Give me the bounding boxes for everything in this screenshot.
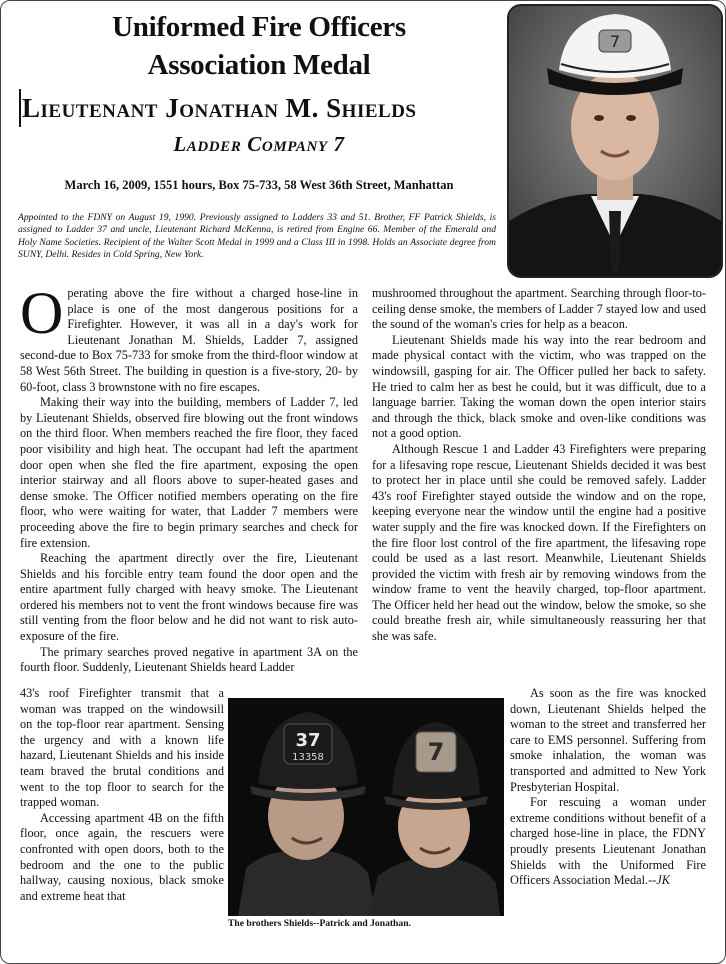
company-name: Ladder Company 7: [173, 132, 345, 156]
helmet-number-right: 7: [427, 738, 445, 766]
article-paragraph: Lieutenant Shields made his way into the rear bedroom and made physical contact with the victim, who was trapped on the windowsill, gasping for air. The Officer pulled her back to safety. He tried to calm her as best he could, but it was difficult, due to a language barrier. Taking the woman down the open interior stairs and through the thick, black smoke and oven-like conditions was not a good option.: [372, 332, 706, 441]
article-paragraph: For rescuing a woman under extreme conditions without benefit of a charged hose-line in place, the FDNY proudly presents Lieutenant Jonathan Shields with the Uniformed Fire Officers Association Medal.--JK: [510, 795, 706, 888]
article-paragraph: mushroomed throughout the apartment. Searching through floor-to-ceiling dense smoke, the members of Ladder 7 stayed low and used the sound of the woman's cries for help as a beacon.: [372, 286, 706, 332]
article-column-1: [20, 280, 358, 676]
article-paragraph: 43's roof Firefighter transmit that a woman was trapped on the windowsill on the top-floor rear apartment. Sensing the urgency and with a known life hazard, Lieutenant Shields and his inside team braved the brutal conditions and went to the top floor to search for the trapped woman.: [20, 686, 224, 810]
article-paragraph: Accessing apartment 4B on the fifth floor, once again, the rescuers were confronted with open doors, both to the bedroom and the one to the public hallway, causing noxious, black smoke and extreme heat that: [20, 810, 224, 903]
portrait-badge-number: 7: [609, 32, 621, 51]
photo-caption: The brothers Shields--Patrick and Jonathan.: [228, 918, 411, 929]
portrait-photo: [507, 4, 723, 278]
drop-cap: O: [20, 280, 64, 346]
incident-dateline: March 16, 2009, 1551 hours, Box 75-733, 58 West 36th Street, Manhattan: [64, 178, 454, 192]
article-column-2: [372, 286, 706, 645]
page-title-line2: Association Medal: [147, 49, 371, 81]
recipient-name: Lieutenant Jonathan M. Shields: [22, 93, 417, 123]
article-paragraph: As soon as the fire was knocked down, Lieutenant Shields helped the woman to the street and transferred her care to EMS personnel. Suffering from smoke inhalation, the woman was transported and admitted to New York Presbyterian Hospital.: [510, 686, 706, 794]
article-paragraph: The primary searches proved negative in apartment 3A on the fourth floor. Suddenly, Lieutenant Shields heard Ladder: [20, 644, 358, 675]
page-title-line1: Uniformed Fire Officers: [112, 11, 406, 43]
author-initials: JK: [656, 873, 670, 888]
article-column-1-lower: [20, 686, 224, 904]
article-paragraph: Operating above the fire without a charged hose-line in place is one of the most dangerous positions for a Firefighter. However, it was all in a day's work for Lieutenant Jonathan M. Shields, Ladder 7, assigned second-due to Box 75-733 for smoke from the third-floor window at 58 West 56th Street. The building in question is a five-story, 20- by 60-foot, class 3 brownstone with no fire escapes.: [20, 280, 358, 394]
helmet-id-left: 13358: [292, 752, 324, 763]
helmet-number-left: 37: [295, 730, 321, 751]
article-paragraph: Making their way into the building, members of Ladder 7, led by Lieutenant Shields, observed fire blowing out the front windows on the third floor. When members reached the fire floor, they faced poor visibility and high heat. The occupant had left the apartment door open when she fled the fire apartment, exposing the open interior stairway and all floors above to super-heated gases and dense smoke. The Officer notified members operating on the fire floor, who were waiting for water, that Ladder 7 members were proceeding above the fire to begin primary searches and check for fire extension.: [20, 395, 358, 550]
article-column-2-lower: [510, 686, 706, 889]
name-rule: [19, 89, 21, 127]
article-paragraph: Although Rescue 1 and Ladder 43 Firefighters were preparing for a lifesaving rope rescue, Lieutenant Shields decided it was best to protect her in place until she could be removed safely. Ladder 43's roof Firefighter stayed outside the window and on the rope, keeping everyone near the window until the engine had a positive water supply and the fire was knocked down. If the Firefighters on the fire floor lost control of the fire apartment, the lifesaving rope could be used as a last resort. Meanwhile, Lieutenant Shields provided the victim with fresh air by removing windows from the window frame to vent the heavily charged, top-floor apartment. The Officer held her head out the window, below the smoke, so she could breathe fresh air, while simultaneously reassuring her that she was safe.: [372, 441, 706, 644]
recipient-bio: Appointed to the FDNY on August 19, 1990. Previously assigned to Ladders 33 and 51. Brother, FF Patrick Shields, is assigned to Ladder 37 and uncle, Lieutenant Richard McKenna, is retired from Engine 66. Member of the Emerald and Holy Name Societies. Recipient of the Walter Scott Medal in 1999 and a Class III in 1998. Holds an Associate degree from SUNY, Delhi. Resides in Cold Spring, New York.: [18, 212, 496, 261]
article-paragraph: Reaching the apartment directly over the fire, Lieutenant Shields and his forcible entry team found the door open and the entire apartment fully charged with heavy smoke. The Lieutenant ordered his members not to vent the front windows because fire was still venting from the floor below and he did not want to risk auto-exposure of the fire.: [20, 551, 358, 644]
brothers-photo: [228, 698, 504, 916]
